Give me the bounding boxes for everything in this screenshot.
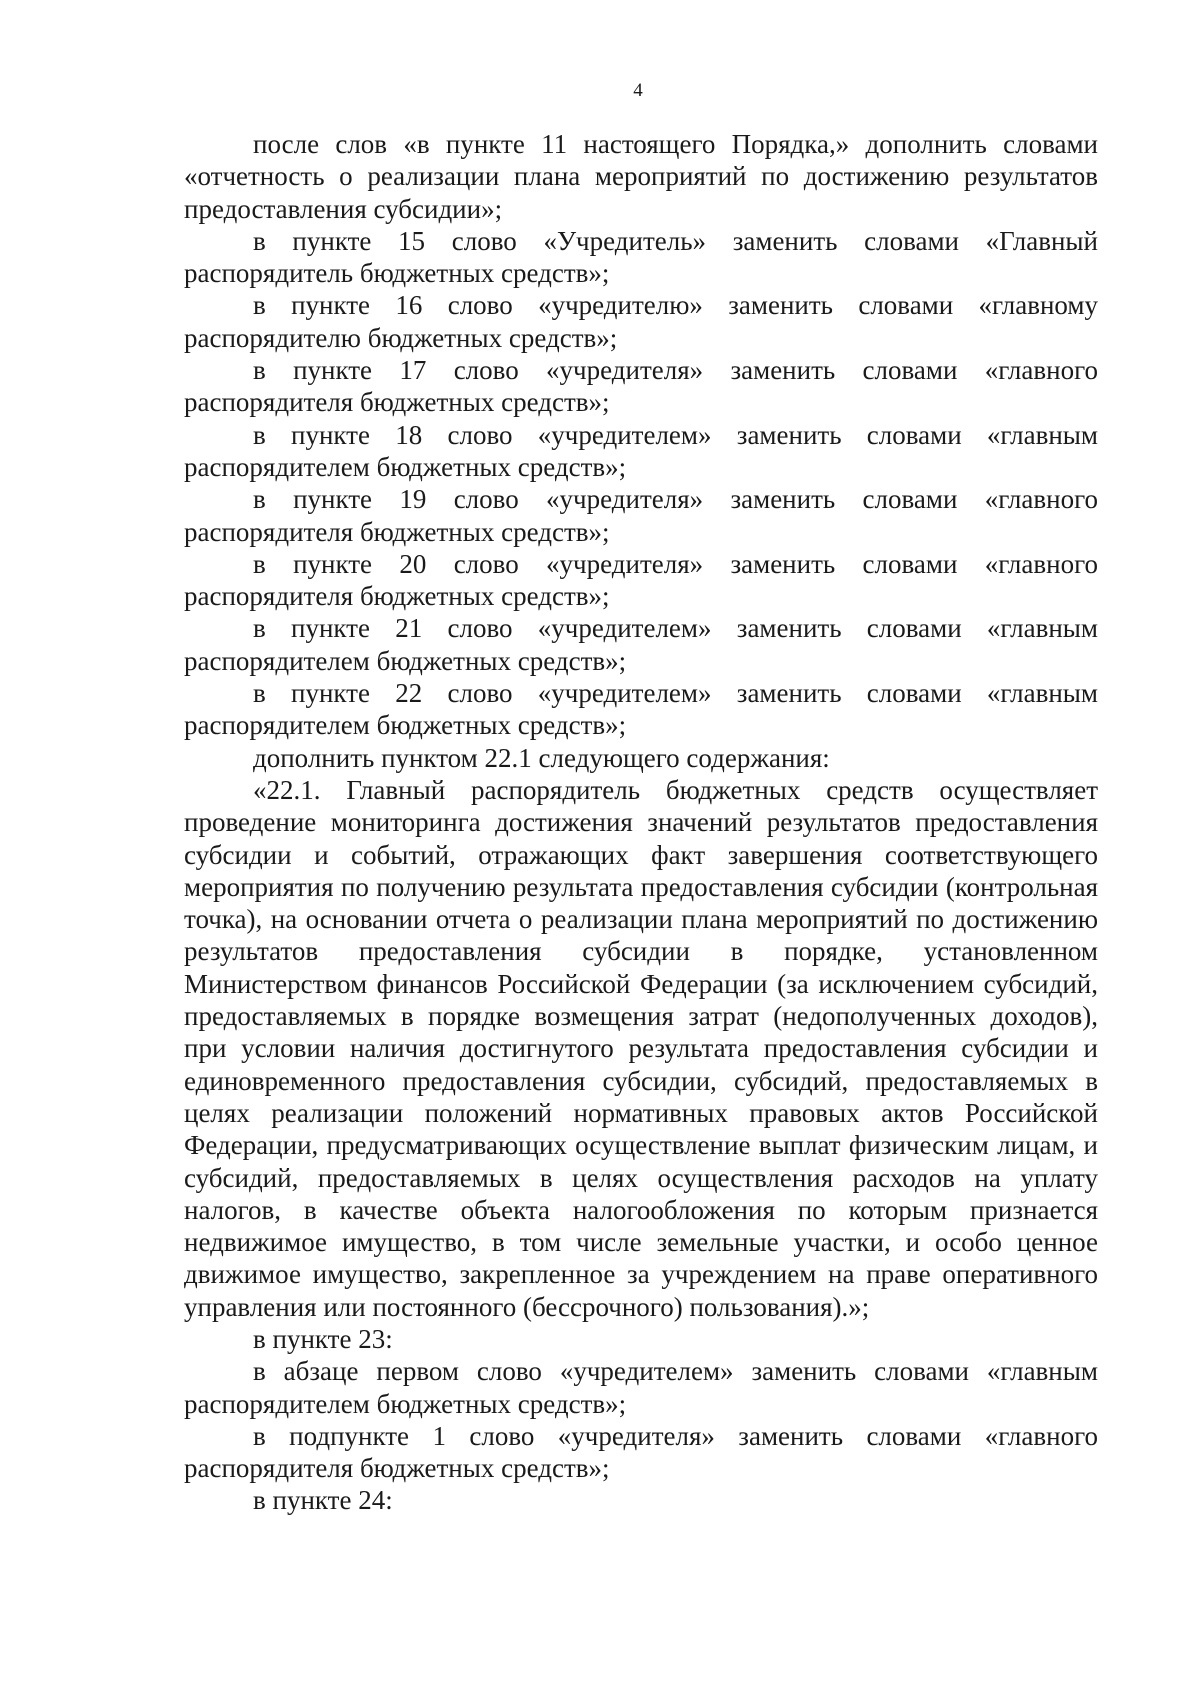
page-number: 4 <box>633 80 643 101</box>
paragraph-14: в подпункте 1 слово «учредителя» заменить словами «главного распорядителя бюджетных средств»; <box>184 1420 1098 1484</box>
paragraph-3: в пункте 16 слово «учредителю» заменить словами «главному распорядителю бюджетных средств»; <box>184 290 1098 353</box>
paragraph-6: в пункте 19 слово «учредителя» заменить словами «главного распорядителя бюджетных средств»; <box>184 484 1098 547</box>
paragraph-1: после слов «в пункте 11 настоящего Порядка,» дополнить словами «отчетность о реализации плана мероприятий по достижению результатов предоставления субсидии»; <box>184 129 1098 224</box>
paragraph-8: в пункте 21 слово «учредителем» заменить словами «главным распорядителем бюджетных средств»; <box>184 613 1098 676</box>
paragraph-13: в абзаце первом слово «учредителем» заменить словами «главным распорядителем бюджетных средств»; <box>184 1356 1098 1419</box>
paragraph-2: в пункте 15 слово «Учредитель» заменить словами «Главный распорядитель бюджетных средств»; <box>184 225 1098 289</box>
paragraph-15: в пункте 24: <box>253 1485 393 1516</box>
document-body <box>184 128 1098 1517</box>
paragraph-7: в пункте 20 слово «учредителя» заменить словами «главного распорядителя бюджетных средств»; <box>184 548 1098 612</box>
paragraph-11: «22.1. Главный распорядитель бюджетных средств осуществляет проведение мониторинга достижения значений результатов предоставления субсидии и событий, отражающих факт завершения соответствующего мероприятия по получению результата предоставления субсидии (контрольная точка), на основании отчета о реализации плана мероприятий по достижению результатов предоставления субсидии в порядке, установленном Министерством финансов Российской Федерации (за исключением субсидий, предоставляемых в порядке возмещения затрат (недополученных доходов), при условии наличия достигнутого результата предоставления субсидии и единовременного предоставления субсидии, субсидий, предоставляемых в целях реализации положений нормативных правовых актов Российской Федерации, предусматривающих осуществление выплат физическим лицам, и субсидий, предоставляемых в целях осуществления расходов на уплату налогов, в качестве объекта налогообложения по которым признается недвижимое имущество, в том числе земельные участки, и особо ценное движимое имущество, закрепленное за учреждением на праве оперативного управления или постоянного (бессрочного) пользования).»; <box>184 774 1098 1322</box>
paragraph-9: в пункте 22 слово «учредителем» заменить словами «главным распорядителем бюджетных средств»; <box>184 678 1098 741</box>
paragraph-10: дополнить пунктом 22.1 следующего содержания: <box>253 742 830 773</box>
paragraph-12: в пункте 23: <box>253 1323 393 1354</box>
paragraph-4: в пункте 17 слово «учредителя» заменить словами «главного распорядителя бюджетных средств»; <box>184 355 1098 418</box>
paragraph-5: в пункте 18 слово «учредителем» заменить словами «главным распорядителем бюджетных средств»; <box>184 419 1098 482</box>
